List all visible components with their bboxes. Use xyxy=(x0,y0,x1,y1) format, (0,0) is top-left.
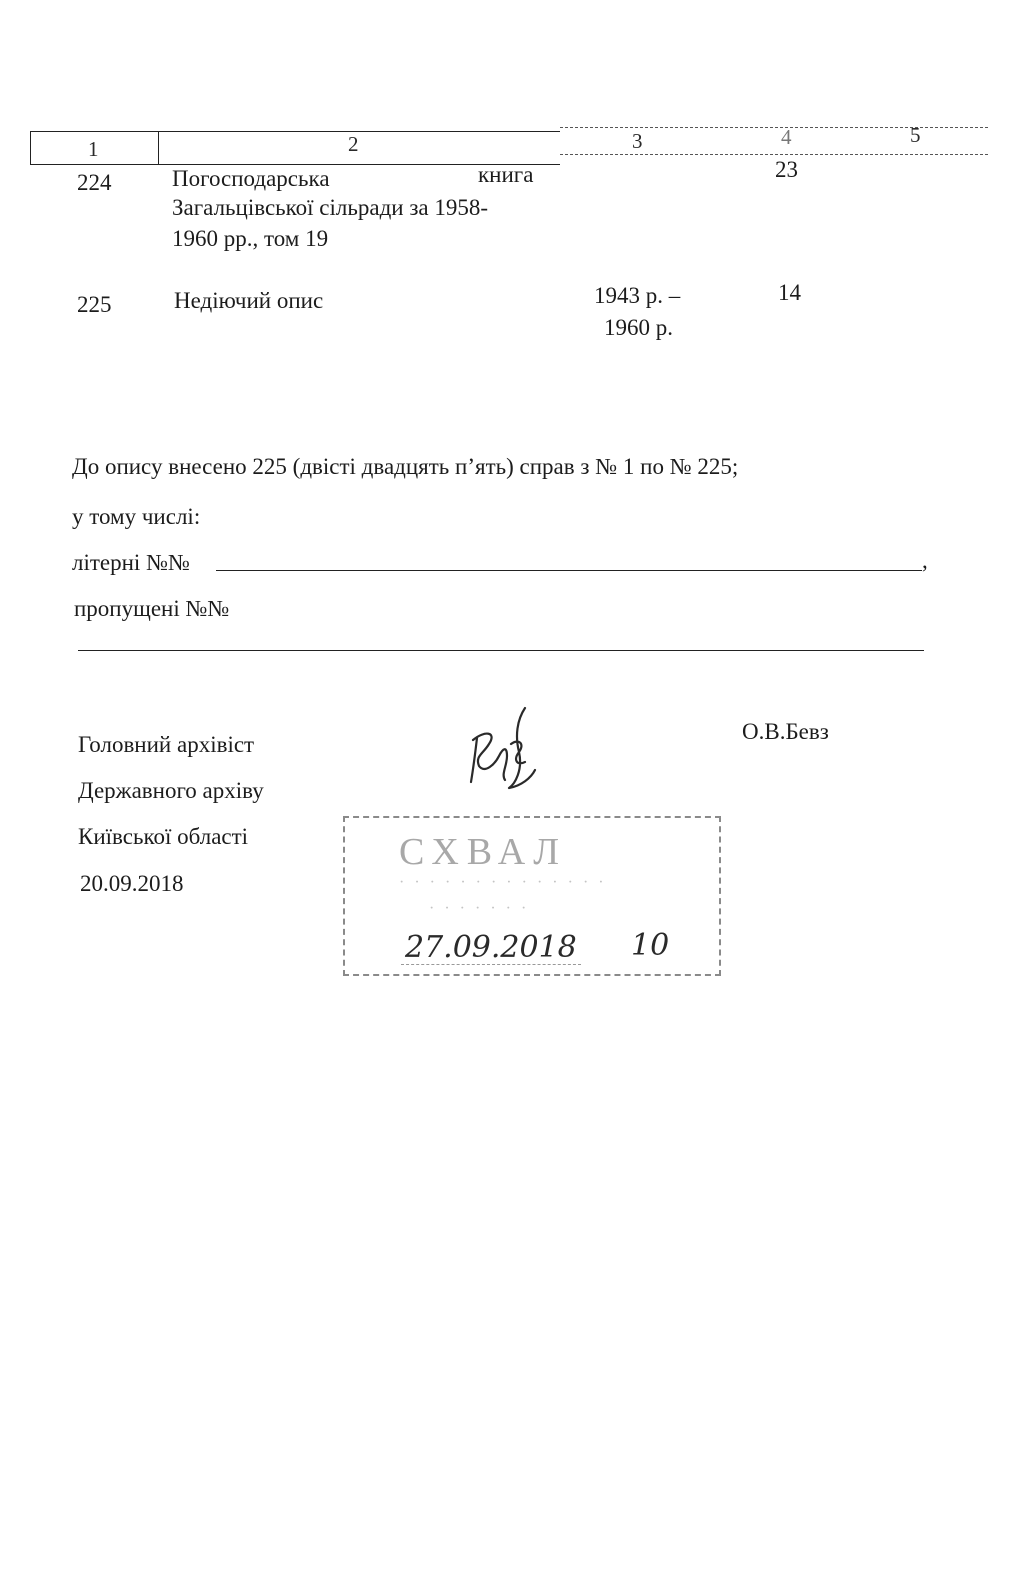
stamp-date: 27.09.2018 xyxy=(405,930,577,965)
table-header-col-3: 3 xyxy=(632,129,643,153)
row-224-title-line2: Загальцівської сільради за 1958- xyxy=(172,195,489,220)
row-224-sheets: 23 xyxy=(775,157,798,182)
table-header-col-1: 1 xyxy=(88,137,99,161)
stamp-date-underline xyxy=(401,964,581,965)
table-header-col-2: 2 xyxy=(348,132,359,156)
table-header-col-5: 5 xyxy=(910,123,921,147)
row-224-title-line3: 1960 рр., том 19 xyxy=(172,226,329,251)
table-header-bottom-line-right xyxy=(560,154,988,155)
summary-including-line: у тому числі: xyxy=(72,504,201,529)
signature-date: 20.09.2018 xyxy=(80,871,184,896)
table-header-col-divider xyxy=(158,131,159,164)
summary-total-line: До опису внесено 225 (двісті двадцять п’ять) справ з № 1 по № 225; xyxy=(72,454,739,479)
approval-stamp xyxy=(343,816,721,976)
summary-literal-comma: , xyxy=(922,548,928,573)
row-224-number: 224 xyxy=(77,170,112,195)
row-225-dates-line2: 1960 р. xyxy=(604,315,673,340)
summary-skipped-blank-line xyxy=(78,650,924,651)
summary-skipped-label: пропущені №№ xyxy=(74,596,230,621)
stamp-title: СХВАЛ xyxy=(399,831,567,873)
stamp-number: 10 xyxy=(631,928,670,963)
table-header-col-4: 4 xyxy=(781,125,792,149)
row-225-sheets: 14 xyxy=(778,280,801,305)
handwritten-signature xyxy=(455,700,555,800)
signer-position-line3: Київської області xyxy=(78,824,249,849)
table-header-top-line xyxy=(30,131,560,132)
signer-position-line1: Головний архівіст xyxy=(78,732,255,757)
row-225-number: 225 xyxy=(77,292,112,317)
signer-position-line2: Державного архіву xyxy=(78,778,264,803)
stamp-faded-line2: · · · · · · · xyxy=(429,900,530,917)
row-225-dates-line1: 1943 р. – xyxy=(594,283,681,308)
table-header-left-border xyxy=(30,131,31,164)
row-224-title-line1b: книга xyxy=(478,162,534,187)
table-header-top-line-right xyxy=(560,127,988,128)
row-224-title-line1a: Погосподарська xyxy=(172,166,330,191)
stamp-faded-line1: · · · · · · · · · · · · · · xyxy=(399,874,607,891)
signer-name: О.В.Бевз xyxy=(742,719,829,744)
summary-literal-label: літерні №№ xyxy=(72,550,190,575)
row-225-title: Недіючий опис xyxy=(174,288,324,313)
summary-literal-blank-line xyxy=(216,570,922,571)
